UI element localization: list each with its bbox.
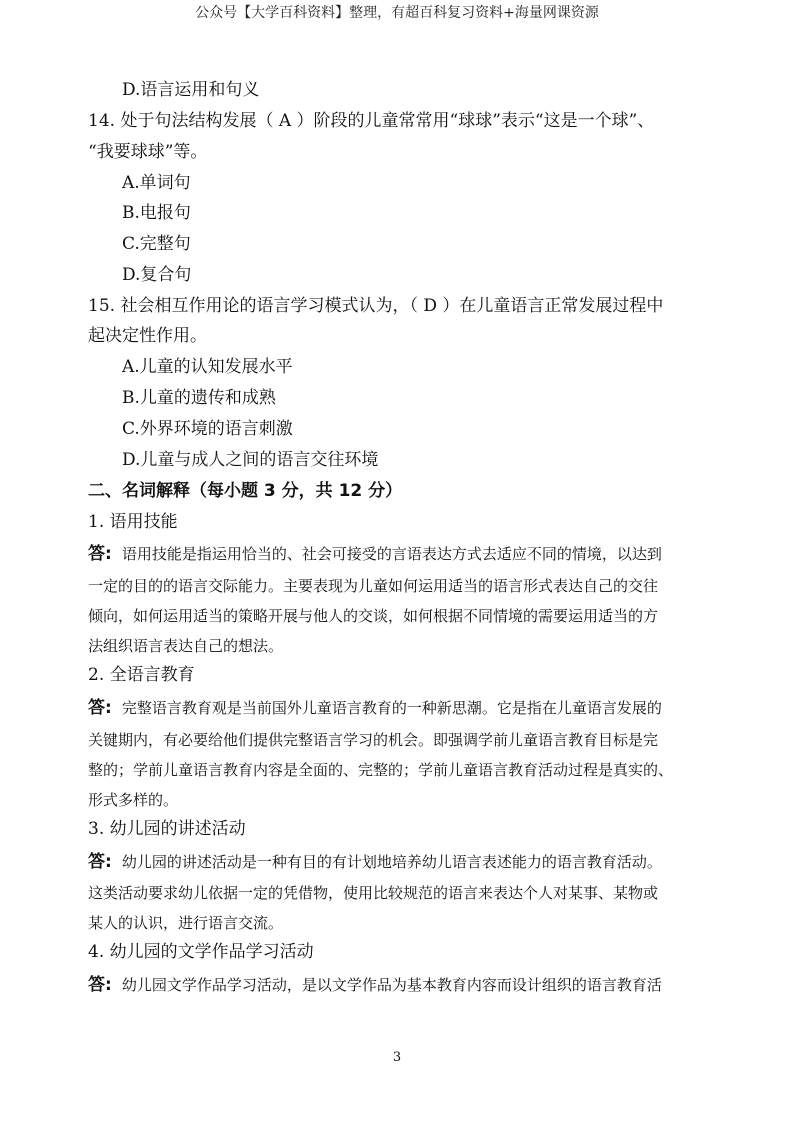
term-3-answer-line: 这类活动要求幼儿依据一定的凭借物，使用比较规范的语言来表达个人对某事、某物或 [88, 884, 659, 902]
page-header: 公众号【大学百科资料】整理，有超百科复习资料+海量网课资源 [195, 5, 599, 21]
q14-option-c: C.完整句 [122, 234, 191, 254]
section-title: 二、名词解释（每小题 3 分，共 12 分） [88, 481, 403, 501]
answer-label: 答: [88, 544, 112, 564]
term-1-answer-line: 答: 语用技能是指运用恰当的、社会可接受的言语表达方式去适应不同的情境，以达到 [88, 544, 662, 564]
q15-option-b: B.儿童的遗传和成熟 [122, 388, 276, 408]
term-3-answer-line: 答: 幼儿园的讲述活动是一种有目的有计划地培养幼儿语言表述能力的语言教育活动。 [88, 852, 662, 872]
term-4-answer-line: 答: 幼儿园文学作品学习活动，是以文学作品为基本教育内容而设计组织的语言教育活 [88, 975, 662, 995]
q15-option-c: C.外界环境的语言刺激 [122, 419, 293, 439]
q15-stem-line2: 起决定性作用。 [88, 326, 207, 346]
q14-option-d: D.复合句 [122, 265, 192, 285]
page-number: 3 [392, 1050, 402, 1065]
term-1-title: 1. 语用技能 [88, 512, 178, 532]
answer-label: 答: [88, 975, 112, 995]
term-3-title: 3. 幼儿园的讲述活动 [88, 819, 246, 839]
term-2-answer-line: 关键期内，有必要给他们提供完整语言学习的机会。即强调学前儿童语言教育目标是完 [88, 731, 659, 749]
term-2-title: 2. 全语言教育 [88, 665, 195, 685]
q14-stem-line1: 14. 处于句法结构发展（ A ）阶段的儿童常常用“球球”表示“这是一个球”、 [88, 111, 655, 131]
q15-stem-line1: 15. 社会相互作用论的语言学习模式认为，（ D ）在儿童语言正常发展过程中 [88, 296, 664, 316]
term-2-answer-line: 答: 完整语言教育观是当前国外儿童语言教育的一种新思潮。它是指在儿童语言发展的 [88, 698, 662, 718]
q15-option-a: A.儿童的认知发展水平 [122, 357, 293, 377]
term-1-answer-line: 一定的目的的语言交际能力。主要表现为儿童如何运用适当的语言形式表达自己的交往 [88, 577, 659, 595]
term-1-answer-line: 法组织语言表达自己的想法。 [88, 637, 284, 655]
q14-option-a: A.单词句 [122, 173, 191, 193]
term-2-answer-line: 形式多样的。 [88, 791, 179, 809]
term-1-answer-line: 倾向，如何运用适当的策略开展与他人的交谈，如何根据不同情境的需要运用适当的方 [88, 607, 659, 625]
q14-stem-line2: “我要球球”等。 [88, 142, 208, 162]
q14-option-b: B.电报句 [122, 203, 191, 223]
term-2-answer-line: 整的；学前儿童语言教育内容是全面的、完整的；学前儿童语言教育活动过程是真实的、 [88, 761, 674, 779]
answer-label: 答: [88, 852, 112, 872]
answer-label: 答: [88, 698, 112, 718]
q13-option-d: D.语言运用和句义 [122, 80, 260, 100]
term-3-answer-line: 某人的认识，进行语言交流。 [88, 914, 284, 932]
q15-option-d: D.儿童与成人之间的语言交往环境 [122, 450, 379, 470]
term-4-title: 4. 幼儿园的文学作品学习活动 [88, 942, 314, 962]
